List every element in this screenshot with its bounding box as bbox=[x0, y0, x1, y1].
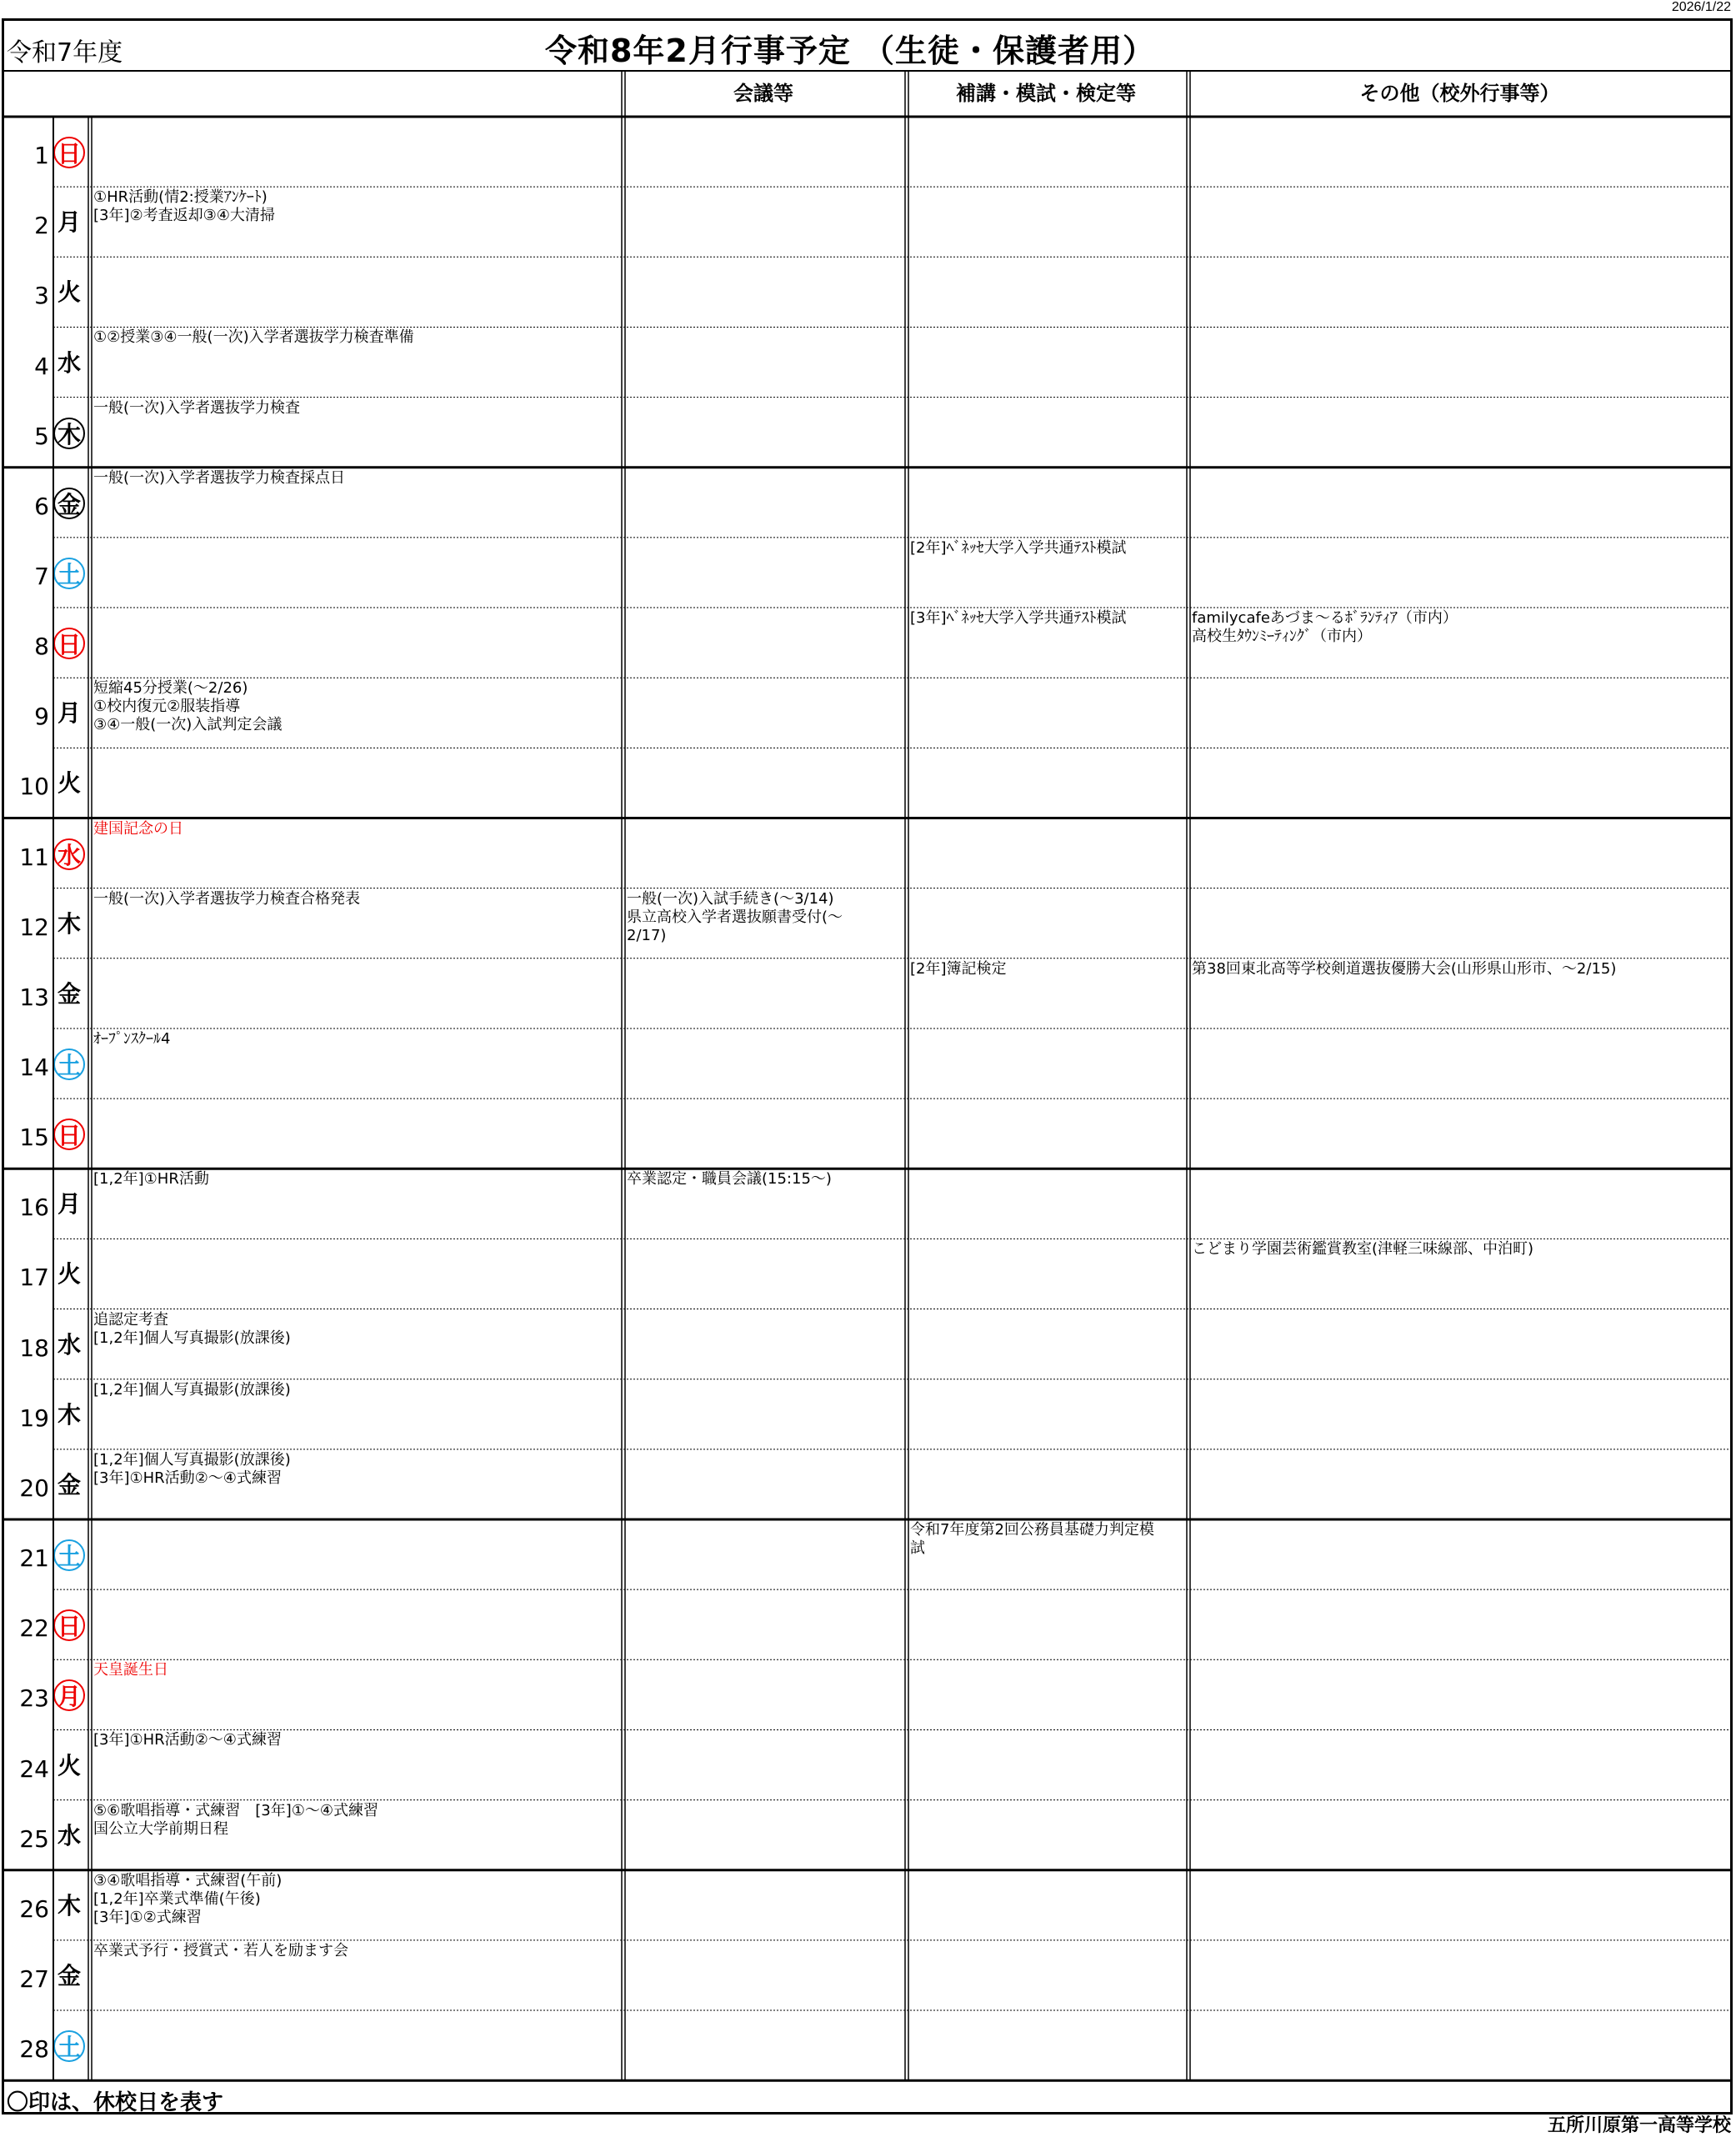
event-line: 一般(一次)入学者選抜学力検査 bbox=[93, 398, 301, 417]
day-number: 11 bbox=[19, 843, 49, 871]
page-title: 令和8年2月行事予定 （生徒・保護者用） bbox=[544, 33, 1156, 69]
day-number: 28 bbox=[19, 2035, 49, 2064]
weekday-label: 水 bbox=[57, 1821, 81, 1849]
event-lessons bbox=[910, 609, 1127, 628]
weekday-label: 土 bbox=[53, 1048, 85, 1080]
event-line: [3年]ﾍﾞﾈｯｾ大学入学共通ﾃｽﾄ模試 bbox=[910, 609, 1127, 628]
event-line: 一般(一次)入試手続き(～3/14) bbox=[627, 889, 834, 908]
event-line: familycafeあづま～るﾎﾞﾗﾝﾃｨｱ（市内） bbox=[1192, 609, 1458, 628]
weekday-label: 木 bbox=[57, 1400, 81, 1429]
event-line: 2/17) bbox=[627, 926, 667, 944]
legend-note: 〇印は、休校日を表す bbox=[7, 2090, 224, 2116]
event-events bbox=[93, 679, 282, 734]
school-name: 五所川原第一高等学校 bbox=[1547, 2115, 1731, 2136]
event-line: ③④一般(一次)入試判定会議 bbox=[93, 716, 283, 734]
day-number: 17 bbox=[19, 1264, 49, 1292]
day-number: 3 bbox=[34, 282, 49, 310]
weekday-label: 日 bbox=[53, 1609, 85, 1641]
fiscal-year: 令和7年度 bbox=[7, 38, 123, 68]
event-events bbox=[93, 1451, 291, 1488]
day-number: 8 bbox=[34, 633, 49, 661]
event-others bbox=[1192, 1240, 1533, 1259]
weekday-label: 火 bbox=[57, 278, 81, 307]
event-line: ③④歌唱指導・式練習(午前) bbox=[93, 1871, 283, 1889]
event-meetings bbox=[627, 1170, 832, 1189]
day-number: 5 bbox=[34, 422, 49, 450]
event-line: ｵｰﾌﾟﾝｽｸｰﾙ4 bbox=[93, 1029, 171, 1048]
day-number: 20 bbox=[19, 1474, 49, 1502]
event-line: [1,2年]①HR活動 bbox=[93, 1170, 209, 1189]
event-line: 県立高校入学者選抜願書受付(～ bbox=[627, 908, 843, 926]
event-line: 一般(一次)入学者選抜学力検査合格発表 bbox=[93, 889, 361, 908]
event-line: 建国記念の日 bbox=[93, 819, 183, 838]
event-line: こどまり学園芸術鑑賞教室(津軽三味線部、中泊町) bbox=[1192, 1240, 1534, 1259]
weekday-label: 金 bbox=[57, 1961, 81, 1989]
weekday-label: 金 bbox=[53, 488, 85, 519]
event-events bbox=[93, 1661, 168, 1679]
event-line: ①校内復元②服装指導 bbox=[93, 698, 241, 716]
event-line: [3年]②考査返却③④大清掃 bbox=[93, 207, 275, 225]
column-header-lessons: 補講・模試・検定等 bbox=[956, 82, 1136, 105]
day-number: 2 bbox=[34, 212, 49, 240]
event-line: [3年]①HR活動②～④式練習 bbox=[93, 1731, 282, 1749]
column-header-others: その他（校外行事等） bbox=[1359, 82, 1560, 105]
event-events bbox=[93, 469, 345, 488]
day-number: 27 bbox=[19, 1964, 49, 1993]
event-meetings bbox=[627, 890, 843, 945]
event-events bbox=[93, 1311, 291, 1348]
event-line: [1,2年]個人写真撮影(放課後) bbox=[93, 1450, 291, 1469]
day-number: 7 bbox=[34, 562, 49, 590]
event-events bbox=[93, 1731, 282, 1749]
day-number: 13 bbox=[19, 983, 49, 1011]
day-number: 1 bbox=[34, 142, 49, 170]
day-number: 9 bbox=[34, 703, 49, 731]
event-line: [1,2年]卒業式準備(午後) bbox=[93, 1889, 261, 1908]
weekday-label: 月 bbox=[57, 1190, 81, 1219]
weekday-label: 土 bbox=[53, 2030, 85, 2062]
day-number: 19 bbox=[19, 1404, 49, 1432]
event-line: [2年]簿記検定 bbox=[910, 959, 1007, 978]
event-line: [2年]ﾍﾞﾈｯｾ大学入学共通ﾃｽﾄ模試 bbox=[910, 538, 1127, 557]
day-number: 26 bbox=[19, 1894, 49, 1923]
day-number: 16 bbox=[19, 1194, 49, 1222]
event-events bbox=[93, 399, 300, 418]
event-events bbox=[93, 188, 275, 225]
day-number: 18 bbox=[19, 1334, 49, 1362]
event-line: 追認定考査 bbox=[93, 1310, 168, 1329]
event-line: [3年]①HR活動②～④式練習 bbox=[93, 1469, 282, 1487]
weekday-label: 火 bbox=[57, 769, 81, 798]
event-line: 一般(一次)入学者選抜学力検査採点日 bbox=[93, 468, 346, 487]
weekday-label: 日 bbox=[53, 628, 85, 659]
event-events bbox=[93, 1170, 209, 1189]
event-events bbox=[93, 1872, 282, 1927]
event-events bbox=[93, 820, 183, 838]
day-number: 15 bbox=[19, 1124, 49, 1152]
weekday-label: 金 bbox=[57, 979, 81, 1008]
event-line: 高校生ﾀｳﾝﾐｰﾃｨﾝｸﾞ（市内） bbox=[1192, 628, 1372, 646]
event-line: 第38回東北高等学校剣道選抜優勝大会(山形県山形市、～2/15) bbox=[1192, 959, 1617, 978]
event-lessons bbox=[910, 539, 1127, 558]
weekday-label: 日 bbox=[53, 1119, 85, 1150]
event-line: 卒業認定・職員会議(15:15～) bbox=[627, 1170, 832, 1189]
event-line: ①HR活動(情2:授業ｱﾝｹｰﾄ) bbox=[93, 188, 268, 207]
day-number: 25 bbox=[19, 1824, 49, 1853]
weekday-label: 日 bbox=[53, 137, 85, 168]
weekday-label: 月 bbox=[57, 699, 81, 728]
event-line: 短縮45分授業(～2/26) bbox=[93, 679, 248, 698]
weekday-label: 火 bbox=[57, 1751, 81, 1779]
weekday-label: 木 bbox=[57, 909, 81, 938]
weekday-label: 木 bbox=[53, 418, 85, 449]
day-number: 22 bbox=[19, 1614, 49, 1643]
day-number: 10 bbox=[19, 773, 49, 801]
weekday-label: 月 bbox=[53, 1679, 85, 1711]
event-line: [3年]①②式練習 bbox=[93, 1908, 202, 1926]
event-lessons bbox=[910, 960, 1007, 978]
day-number: 21 bbox=[19, 1544, 49, 1573]
event-events bbox=[93, 890, 360, 908]
day-number: 4 bbox=[34, 352, 49, 380]
weekday-label: 木 bbox=[57, 1891, 81, 1919]
day-number: 12 bbox=[19, 913, 49, 941]
weekday-label: 水 bbox=[57, 1330, 81, 1359]
day-number: 6 bbox=[34, 492, 49, 520]
event-line: 令和7年度第2回公務員基礎力判定模 bbox=[910, 1521, 1154, 1539]
weekday-label: 土 bbox=[53, 1539, 85, 1571]
event-line: 国公立大学前期日程 bbox=[93, 1819, 228, 1838]
event-events bbox=[93, 1942, 348, 1960]
event-events bbox=[93, 1381, 291, 1399]
event-events bbox=[93, 1802, 378, 1839]
weekday-label: 月 bbox=[57, 208, 81, 237]
event-events bbox=[93, 328, 414, 347]
weekday-label: 火 bbox=[57, 1260, 81, 1289]
event-line: 天皇誕生日 bbox=[93, 1661, 168, 1679]
day-number: 24 bbox=[19, 1754, 49, 1783]
event-line: ⑤⑥歌唱指導・式練習 [3年]①～④式練習 bbox=[93, 1801, 379, 1819]
event-others bbox=[1192, 960, 1616, 978]
column-header-meetings: 会議等 bbox=[733, 82, 793, 105]
event-line: 卒業式予行・授賞式・若人を励ます会 bbox=[93, 1941, 348, 1959]
print-date: 2026/1/22 bbox=[1671, 0, 1731, 14]
weekday-label: 金 bbox=[57, 1470, 81, 1499]
event-events bbox=[93, 1030, 170, 1048]
event-line: [1,2年]個人写真撮影(放課後) bbox=[93, 1380, 291, 1399]
day-number: 23 bbox=[19, 1684, 49, 1713]
event-line: 試 bbox=[910, 1539, 925, 1557]
event-lessons bbox=[910, 1521, 1154, 1558]
weekday-label: 水 bbox=[53, 838, 85, 870]
weekday-label: 土 bbox=[53, 558, 85, 589]
weekday-label: 水 bbox=[57, 348, 81, 377]
day-number: 14 bbox=[19, 1053, 49, 1082]
event-others bbox=[1192, 609, 1458, 646]
event-line: [1,2年]個人写真撮影(放課後) bbox=[93, 1329, 291, 1347]
event-line: ①②授業③④一般(一次)入学者選抜学力検査準備 bbox=[93, 328, 414, 347]
